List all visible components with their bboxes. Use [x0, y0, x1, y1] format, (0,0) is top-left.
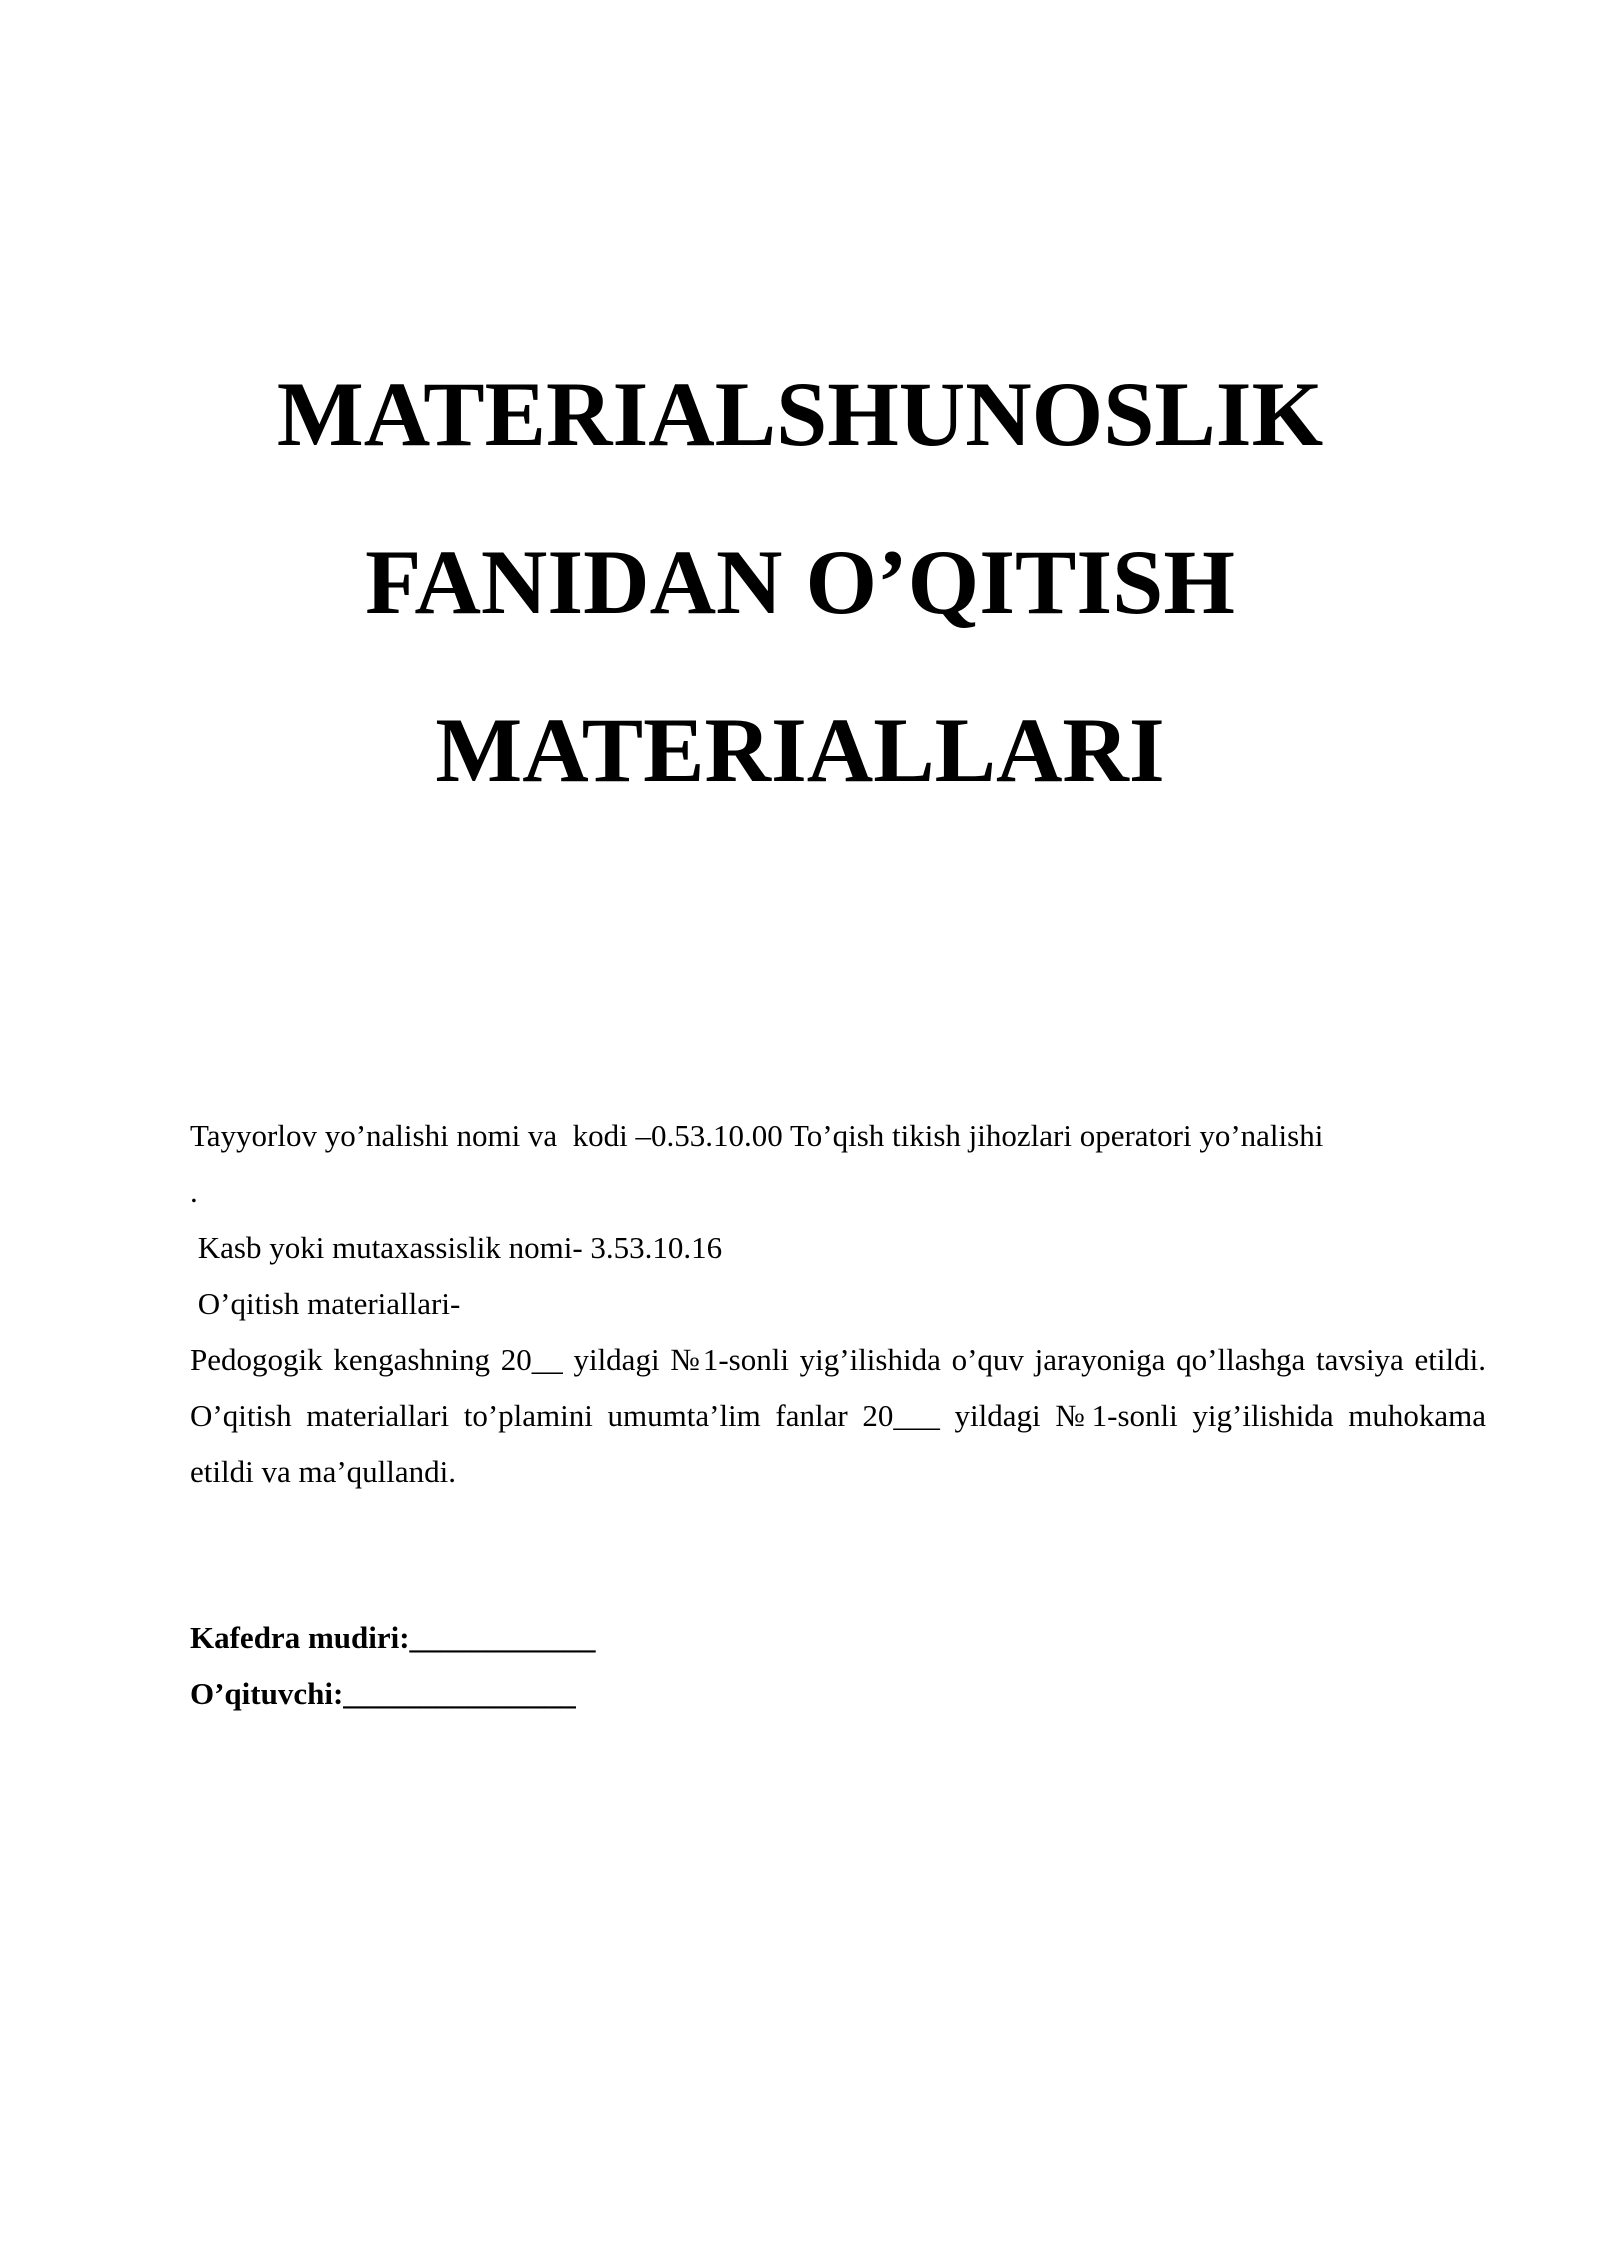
title-line-2: FANIDAN O’QITISH: [365, 531, 1235, 633]
document-info: [190, 1108, 1486, 1500]
title-line-1: MATERIALSHUNOSLIK: [276, 363, 1324, 465]
dot-line: .: [190, 1174, 198, 1209]
teacher-signature: O’qituvchi:_______________: [190, 1676, 576, 1711]
profession-line: Kasb yoki mutaxassislik nomi- 3.53.10.16: [190, 1230, 723, 1265]
direction-line: Tayyorlov yo’nalishi nomi va kodi –0.53.10.00 To’qish tikish jihozlari operatori yo’nalishi: [190, 1118, 1324, 1153]
document-title: [0, 330, 1600, 834]
signature-block: [190, 1610, 596, 1722]
title-line-3: MATERIALLARI: [435, 699, 1165, 801]
materials-line: O’qitish materiallari-: [190, 1286, 461, 1321]
approval-paragraph: Pedogogik kengashning 20__ yildagi №1-sonli yig’ilishida o’quv jarayoniga qo’llashga tavsiya etildi. O’qitish materiallari to’plamini umumta’lim fanlar 20___ yildagi №1-sonli yig’ilishida muhokama etildi va ma’qullandi.: [190, 1342, 1486, 1489]
head-of-department-signature: Kafedra mudiri:____________: [190, 1620, 596, 1655]
